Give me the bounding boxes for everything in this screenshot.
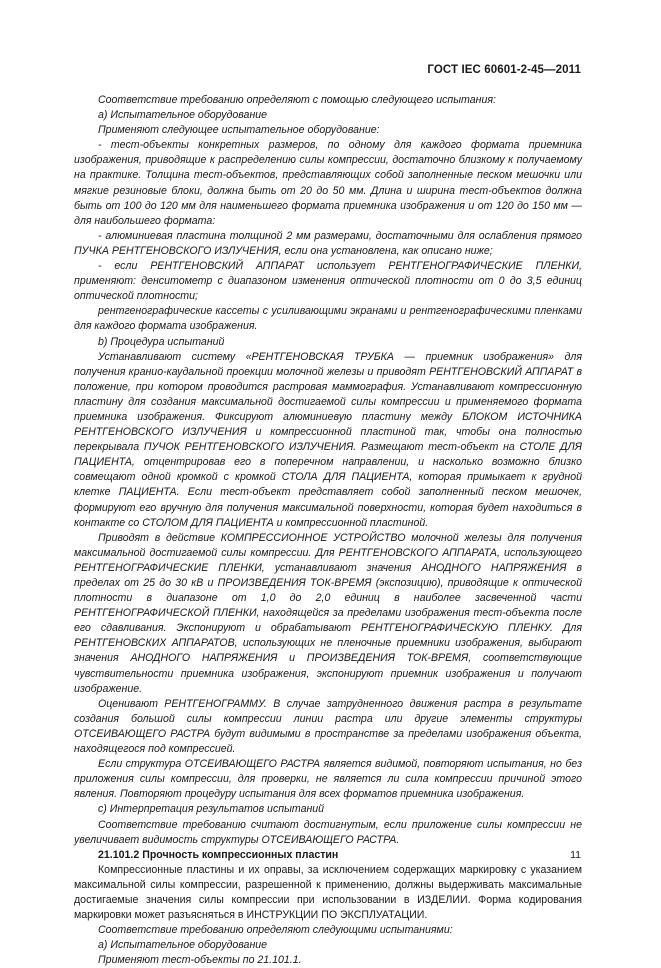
paragraph: Соответствие требованию считают достигнутым, если приложение силы компрессии не увеличивает видимость структуры ОТСЕИВАЮЩЕГО РАСТРА. xyxy=(74,818,582,846)
paragraph: Применяют следующее испытательное оборудование: xyxy=(98,124,380,137)
list-item: - тест-объекты конкретных размеров, по одному для каждого формата приемника изображения, приводящие к распределению силы компрессии, достаточно близкому к получаемому на практике. Толщина тест-объектов, представляющих собой заполненные песком мешочки или мягкие резиновые блоки, должна быть от 20 до 50 мм. Длина и ширина тест-объектов должна быть от 100 до 120 мм для наименьшего формата приемника изображения и от 120 до 150 мм — для наибольшего формата: xyxy=(74,139,582,227)
paragraph: Устанавливают систему «РЕНТГЕНОВСКАЯ ТРУБКА — приемник изображения» для получения кранио-каудальной проекции молочной железы и приводят РЕНТГЕНОВСКИЙ АППАРАТ в положение, при котором проводится растровая маммография. Устанавливают компрессионную пластину для создания максимальной достигаемой силы компрессии и применяемого формата приемника изображения. Фиксируют алюминиевую пластину между БЛОКОМ ИСТОЧНИКА РЕНТГЕНОВСКОГО ИЗЛУЧЕНИЯ и компрессионной пластиной так, чтобы она полностью перекрывала ПУЧОК РЕНТГЕНОВСКОГО ИЗЛУЧЕНИЯ. Размещают тест-объект на СТОЛЕ ДЛЯ ПАЦИЕНТА, отцентрировав его в поперечном направлении, и насколько возможно близко совмещают одной кромкой с кромкой СТОЛА ДЛЯ ПАЦИЕНТА, которая примыкает к грудной клетке ПАЦИЕНТА. Если тест-объект представляет собой заполненный песком мешочек, формируют его вручную для получения максимальной поверхности, которая будет находиться в контакте со СТОЛОМ ДЛЯ ПАЦИЕНТА и компрессионной пластиной. xyxy=(74,350,582,529)
list-item: - если РЕНТГЕНОВСКИЙ АППАРАТ использует РЕНТГЕНОГРАФИЧЕСКИЕ ПЛЕНКИ, применяют: денситометр с диапазоном изменения оптической плотности от 0 до 3,5 единиц оптической плотности; xyxy=(74,260,582,303)
paragraph: Если структура ОТСЕИВАЮЩЕГО РАСТРА является видимой, повторяют испытания, но без приложения силы компрессии, для проверки, не является ли сила компрессии причиной этого явления. Повторяют процедуру испытания для всех форматов приемника изображения. xyxy=(74,758,582,801)
subheading: c) Интерпретация результатов испытаний xyxy=(98,803,325,816)
subheading: b) Процедура испытаний xyxy=(98,335,225,348)
subheading: a) Испытательное оборудование xyxy=(98,939,268,952)
section-heading xyxy=(74,848,582,863)
paragraph: Соответствие требованию определяют следующими испытаниями: xyxy=(98,924,453,937)
section-title: Прочность компрессионных пластин xyxy=(142,848,339,861)
paragraph: Применяют тест-объекты по 21.101.1. xyxy=(98,954,302,967)
subheading: a) Испытательное оборудование xyxy=(98,109,268,122)
paragraph: Приводят в действие КОМПРЕССИОННОЕ УСТРОЙСТВО молочной железы для получения максимальной достигаемой силы компрессии. Для РЕНТГЕНОВСКОГО АППАРАТА, использующего РЕНТГЕНОГРАФИЧЕСКИЕ ПЛЕНКИ, устанавливают значения АНОДНОГО НАПРЯЖЕНИЯ в пределах от 25 до 30 кВ и ПРОИЗВЕДЕНИЯ ТОК-ВРЕМЯ (экспозицию), приводящие к оптической плотности в диапазоне от 1,0 до 2,0 единиц в наиболее засвеченной части РЕНТГЕНОГРАФИЧЕСКОЙ ПЛЕНКИ, находящейся за пределами изображения тест-объекта после его сдавливания. Экспонируют и обрабатывают РЕНТГЕНОГРАФИЧЕСКУЮ ПЛЕНКУ. Для РЕНТГЕНОВСКИХ АППАРАТОВ, использующих не пленочные приемники изображения, выбирают значения АНОДНОГО НАПРЯЖЕНИЯ и ПРОИЗВЕДЕНИЯ ТОК-ВРЕМЯ, соответствующие чувствительности приемника изображения, экспонируют приемник изображения и получают изображение. xyxy=(74,531,582,695)
paragraph: Соответствие требованию определяют с помощью следующего испытания: xyxy=(98,94,496,106)
section-number: 21.101.2 xyxy=(98,848,140,861)
list-item: - алюминиевая пластина толщиной 2 мм размерами, достаточными для ослабления прямого ПУЧКА РЕНТГЕНОВСКОГО ИЗЛУЧЕНИЯ, если она установлена, как описано ниже; xyxy=(74,229,582,257)
document-body xyxy=(74,93,582,968)
document-header: ГОСТ IEC 60601-2-45—2011 xyxy=(427,64,581,76)
page-number: 11 xyxy=(570,849,581,861)
paragraph: Компрессионные пластины и их оправы, за исключением содержащих маркировку с указанием максимальной силы компрессии, разрешенной к применению, должны выдерживать максимальные достигаемые значения силы компрессии при использовании в ИЗДЕЛИИ. Форма кодирования маркировки может разъясняться в ИНСТРУКЦИИ ПО ЭКСПЛУАТАЦИИ. xyxy=(74,863,582,922)
paragraph: Оценивают РЕНТГЕНОГРАММУ. В случае затрудненного движения растра в результате создания большой силы компрессии линии растра или другие элементы структуры ОТСЕИВАЮЩЕГО РАСТРА будут видимыми в пространстве за пределами изображения объекта, находящегося под компрессией. xyxy=(74,697,582,756)
paragraph: рентгенографические кассеты с усиливающими экранами и рентгенографическими пленками для каждого формата изображения. xyxy=(74,305,582,333)
